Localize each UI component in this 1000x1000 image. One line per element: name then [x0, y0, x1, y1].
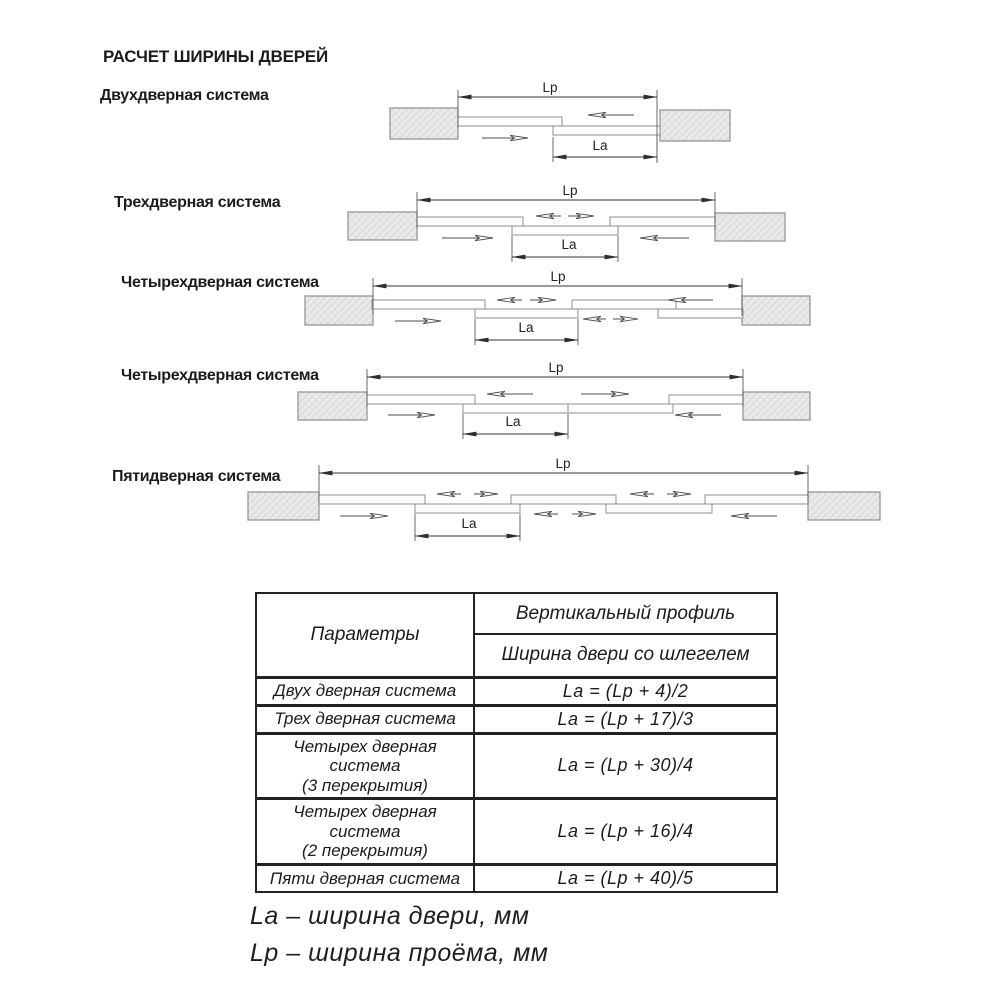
wall-left — [348, 212, 417, 240]
system-note: (3 перекрытия) — [302, 775, 428, 795]
diagram-two-door-system — [385, 82, 740, 172]
system-note: (2 перекрытия) — [302, 841, 428, 861]
formula-value: La = (Lp + 30)/4 — [474, 733, 777, 799]
table-header-vertical-profile: Вертикальный профиль — [474, 593, 777, 634]
door-width-label: La — [505, 414, 521, 429]
door-panel — [568, 404, 673, 413]
table-row — [256, 705, 777, 733]
table-header-door-width: Ширина двери со шлегелем — [474, 634, 777, 677]
formula-value: La = (Lp + 17)/3 — [474, 705, 777, 733]
opening-width-label: Lp — [555, 456, 571, 471]
opening-width-label: Lp — [548, 360, 564, 375]
system-name — [256, 733, 474, 799]
table-row — [256, 799, 777, 865]
diagram-label-four-door-3: Четырехдверная система — [121, 274, 319, 291]
door-panel — [610, 217, 715, 226]
door-panel — [319, 495, 425, 504]
wall-left — [390, 108, 458, 139]
door-width-label: La — [592, 138, 608, 153]
door-panel — [511, 495, 616, 504]
door-panel — [415, 504, 520, 513]
wall-right — [742, 296, 810, 325]
system-name-line: Четырех дверная система — [293, 736, 437, 776]
diagram-label-two-door: Двухдверная система — [100, 87, 269, 104]
opening-width-label: Lp — [542, 80, 558, 95]
door-panel — [512, 226, 618, 235]
system-name-line: Четырех дверная система — [293, 802, 437, 841]
opening-width-label: Lp — [550, 269, 566, 284]
table-header-parameters: Параметры — [256, 593, 474, 677]
door-panel — [475, 309, 578, 318]
door-panel — [553, 126, 660, 135]
system-name: Пяти дверная система — [256, 864, 474, 892]
door-panel — [417, 217, 523, 226]
wall-left — [305, 296, 373, 325]
system-name: Двух дверная система — [256, 677, 474, 705]
opening-width-label: Lp — [562, 183, 578, 198]
formula-value: La = (Lp + 4)/2 — [474, 677, 777, 705]
wall-left — [298, 392, 367, 420]
table-row — [256, 733, 777, 799]
door-width-label: La — [518, 320, 534, 335]
door-width-label: La — [561, 237, 577, 252]
door-panel — [572, 300, 676, 309]
wall-right — [743, 392, 810, 420]
door-panel — [463, 404, 568, 413]
door-panel — [458, 117, 562, 126]
table-row — [256, 677, 777, 705]
door-panel — [367, 395, 475, 404]
system-name — [256, 799, 474, 865]
table-row — [256, 864, 777, 892]
diagram-four-door-2-overlaps-system — [295, 358, 815, 453]
wall-left — [248, 492, 319, 520]
door-panel — [372, 300, 485, 309]
legend-lp: Lp – ширина проёма, мм — [250, 939, 549, 967]
system-name: Трех дверная система — [256, 705, 474, 733]
diagram-label-three-door: Трехдверная система — [114, 194, 281, 211]
diagram-label-four-door-2: Четырехдверная система — [121, 367, 319, 384]
legend-la: La – ширина двери, мм — [250, 902, 530, 930]
wall-right — [715, 213, 785, 241]
page-title: РАСЧЕТ ШИРИНЫ ДВЕРЕЙ — [103, 47, 329, 66]
formula-value: La = (Lp + 16)/4 — [474, 799, 777, 865]
formula-value: La = (Lp + 40)/5 — [474, 864, 777, 892]
door-width-label: La — [461, 516, 477, 531]
door-panel — [606, 504, 712, 513]
door-panel — [658, 309, 743, 318]
legend — [250, 898, 548, 972]
door-panel — [705, 495, 808, 504]
formula-table — [255, 592, 778, 893]
door-panel — [669, 395, 743, 404]
diagram-five-door-system — [245, 452, 905, 558]
wall-right — [660, 110, 730, 141]
diagram-four-door-3-overlaps-system — [300, 260, 815, 354]
diagram-three-door-system — [345, 178, 795, 266]
wall-right — [808, 492, 880, 520]
diagram-label-five-door: Пятидверная система — [112, 468, 281, 485]
